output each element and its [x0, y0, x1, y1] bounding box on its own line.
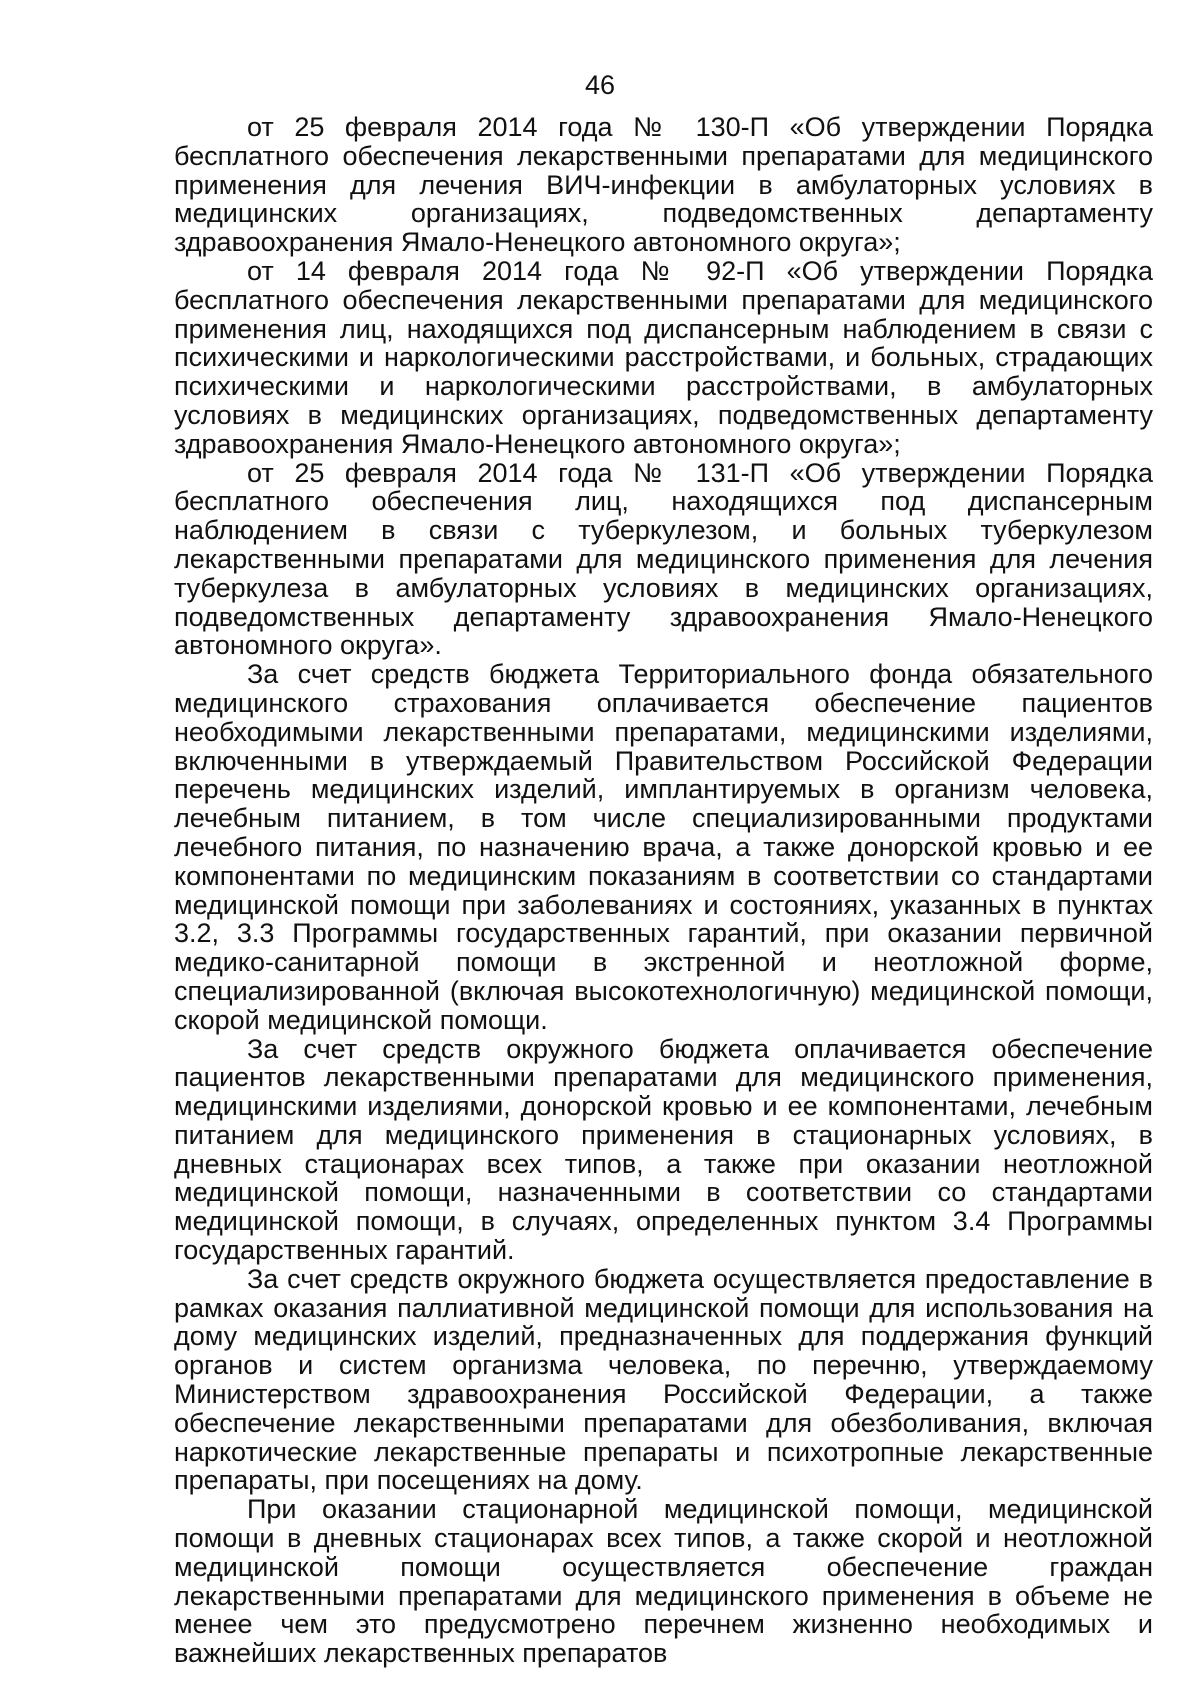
page-number: 46 [584, 70, 616, 100]
paragraph-inpatient-drug-supply: При оказании стационарной медицинской помощи, медицинской помощи в дневных стационарах всех типов, а также скорой и неотложной медицинской помощи осуществляется обеспечение граждан лекарственными препаратами для медицинского применения в объеме не менее чем это предусмотрено перечнем жизненно необходимых и важнейших лекарственных препаратов [174, 1494, 1153, 1669]
paragraph-district-budget-inpatient: За счет средств окружного бюджета оплачивается обеспечение пациентов лекарственными препаратами для медицинского применения, медицинскими изделиями, донорской кровью и ее компонентами, лечебным питанием для медицинского применения в стационарных условиях, в дневных стационарах всех типов, а также при оказании неотложной медицинской помощи, назначенными в соответствии со стандартами медицинской помощи, в случаях, определенных пунктом 3.4 Программы государственных гарантий. [174, 1033, 1153, 1266]
document-body [174, 113, 1153, 1668]
paragraph-resolution-130p: от 25 февраля 2014 года № 130-П «Об утверждении Порядка бесплатного обеспечения лекарственными препаратами для медицинского применения для лечения ВИЧ-инфекции в амбулаторных условиях в медицинских организациях, подведомственных департаменту здравоохранения Ямало-Ненецкого автономного округа»; [174, 112, 1153, 258]
paragraph-resolution-131p: от 25 февраля 2014 года № 131-П «Об утверждении Порядка бесплатного обеспечения лиц, находящихся под диспансерным наблюдением в связи с туберкулезом, и больных туберкулезом лекарственными препаратами для медицинского применения для лечения туберкулеза в амбулаторных условиях в медицинских организациях, подведомственных департаменту здравоохранения Ямало-Ненецкого автономного округа». [174, 457, 1153, 661]
paragraph-district-budget-palliative: За счет средств окружного бюджета осуществляется предоставление в рамках оказания паллиативной медицинской помощи для использования на дому медицинских изделий, предназначенных для поддержания функций органов и систем организма человека, по перечню, утверждаемому Министерством здравоохранения Российской Федерации, а также обеспечение лекарственными препаратами для обезболивания, включая наркотические лекарственные препараты и психотропные лекарственные препараты, при посещениях на дому. [174, 1263, 1153, 1496]
paragraph-territorial-fund: За счет средств бюджета Территориального фонда обязательного медицинского страхования оплачивается обеспечение пациентов необходимыми лекарственными препаратами, медицинскими изделиями, включенными в утверждаемый Правительством Российской Федерации перечень медицинских изделий, имплантируемых в организм человека, лечебным питанием, в том числе специализированными продуктами лечебного питания, по назначению врача, а также донорской кровью и ее компонентами по медицинским показаниям в соответствии со стандартами медицинской помощи при заболеваниях и состояниях, указанных в пунктах 3.2, 3.3 Программы государственных гарантий, при оказании первичной медико-санитарной помощи в экстренной и неотложной форме, специализированной (включая высокотехнологичную) медицинской помощи, скорой медицинской помощи. [174, 659, 1153, 1035]
paragraph-resolution-92p: от 14 февраля 2014 года № 92-П «Об утверждении Порядка бесплатного обеспечения лекарственными препаратами для медицинского применения лиц, находящихся под диспансерным наблюдением в связи с психическими и наркологическими расстройствами, и больных, страдающих психическими и наркологическими расстройствами, в амбулаторных условиях в медицинских организациях, подведомственных департаменту здравоохранения Ямало-Ненецкого автономного округа»; [174, 255, 1153, 459]
